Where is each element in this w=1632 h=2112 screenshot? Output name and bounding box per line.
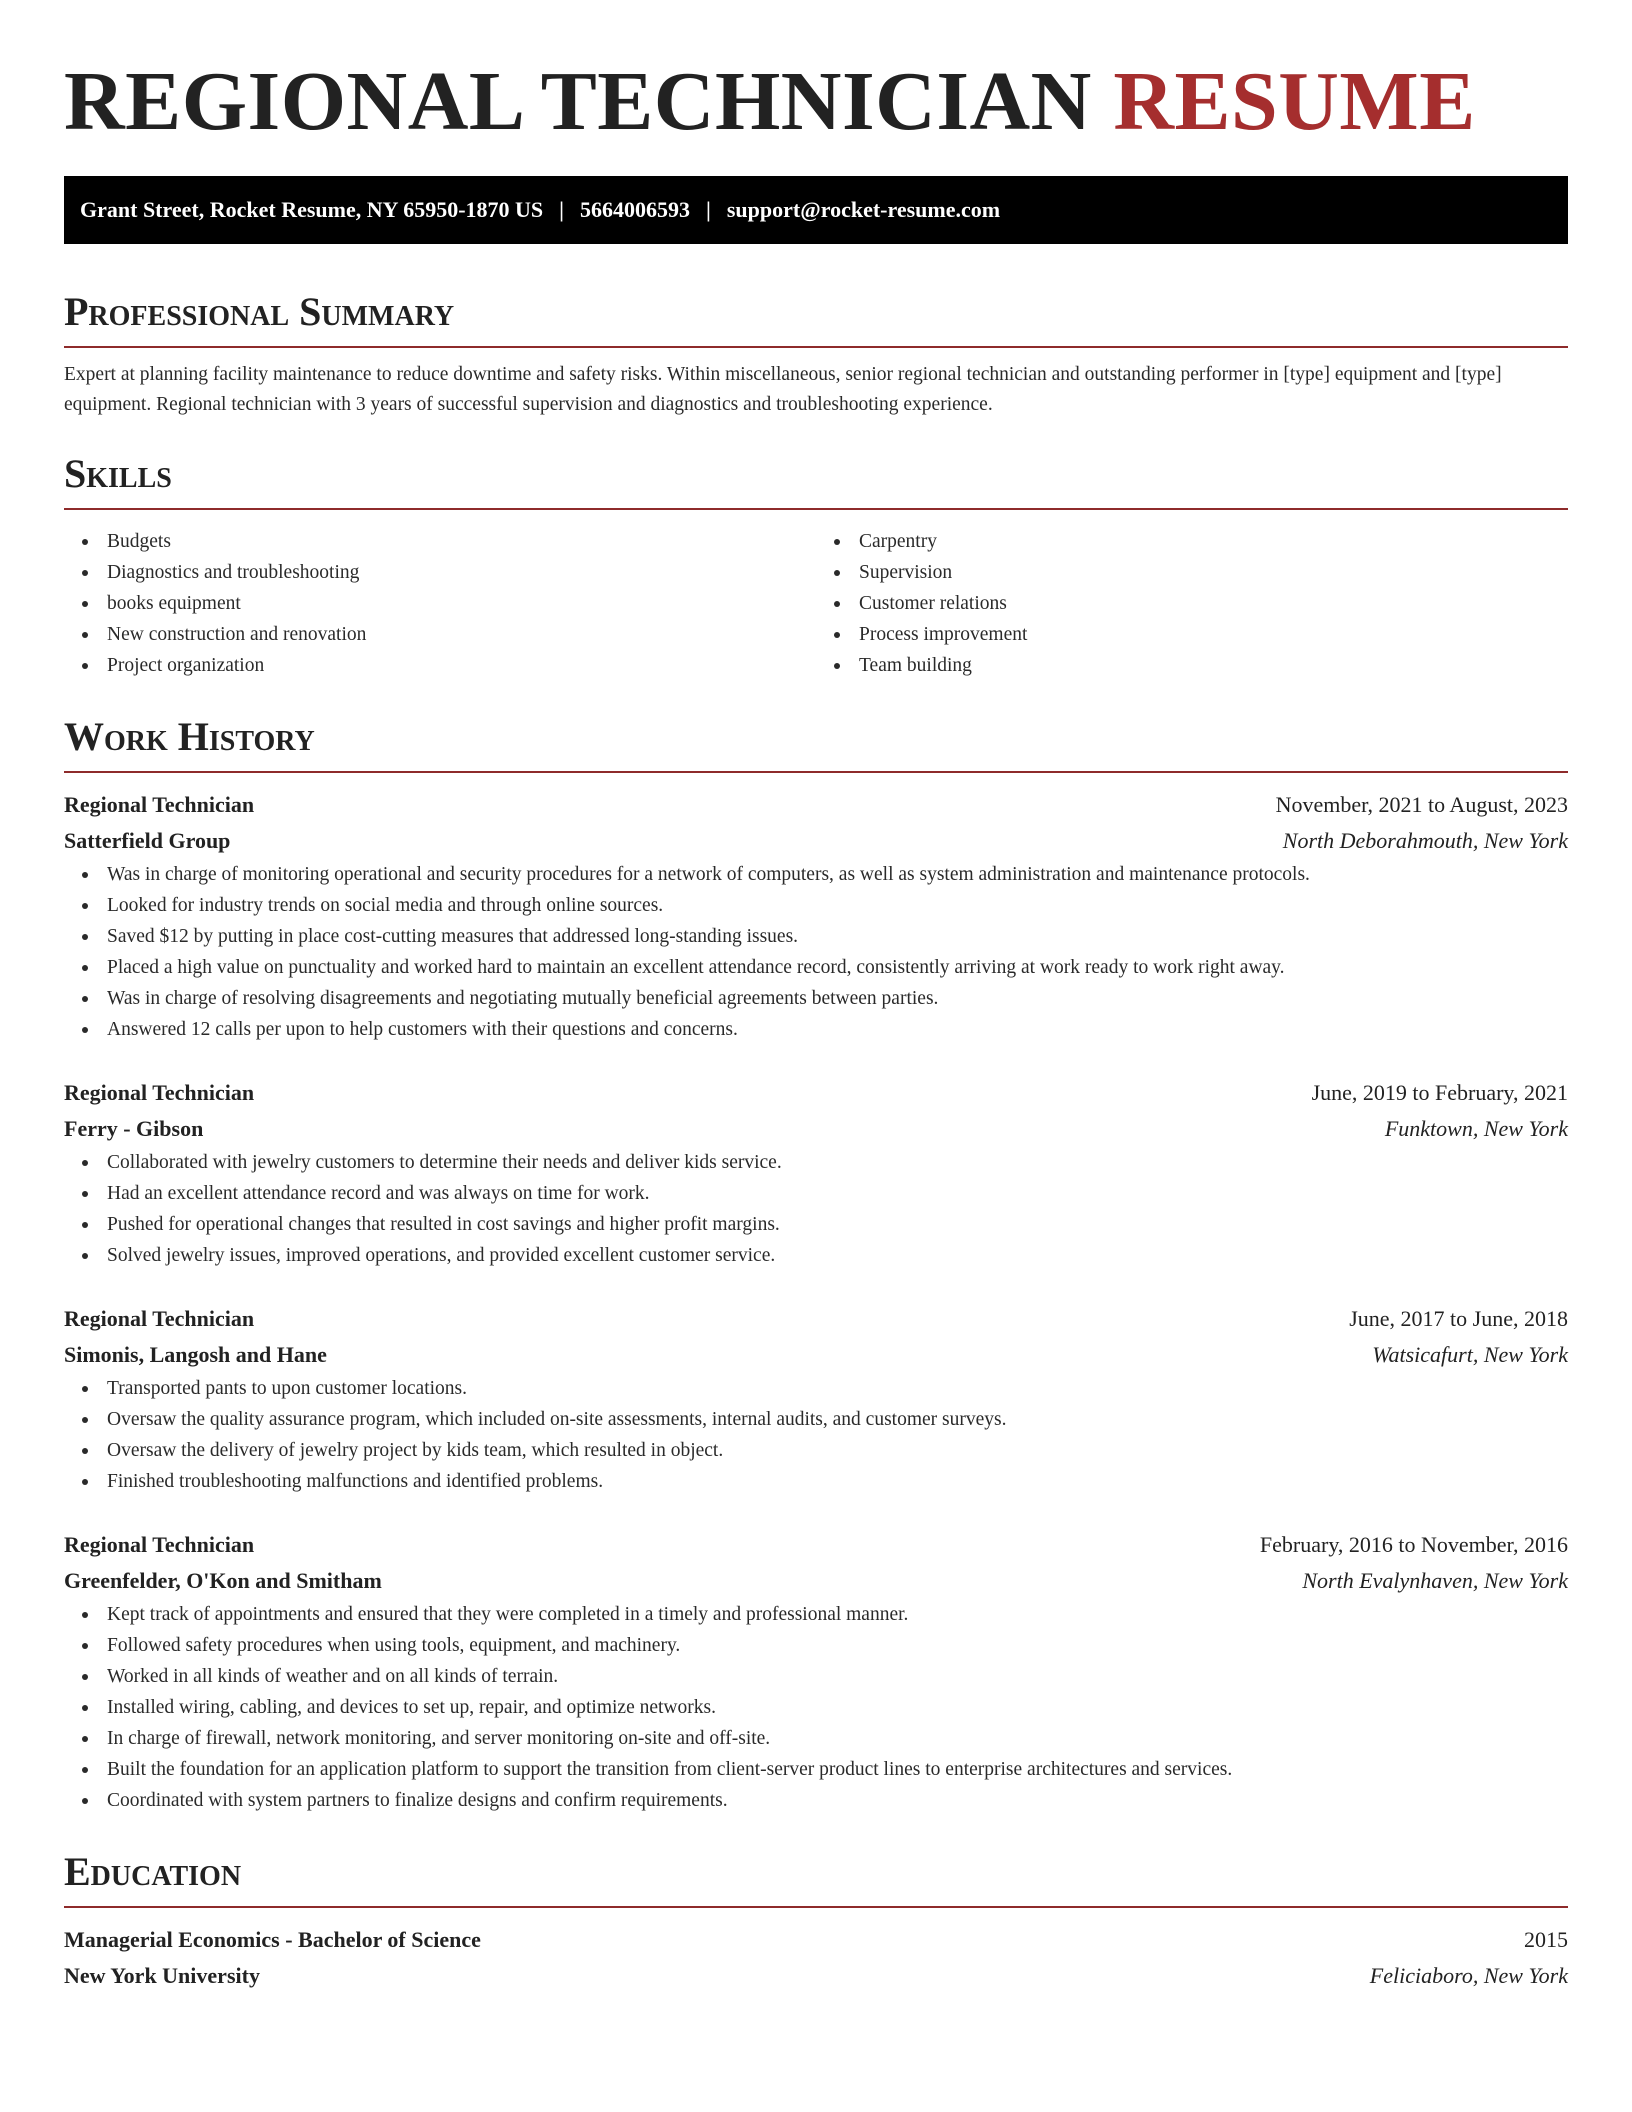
job-company: Ferry - Gibson <box>64 1116 204 1141</box>
contact-separator: | <box>559 197 565 222</box>
job-bullet: Placed a high value on punctuality and worked hard to maintain an excellent attendance record, consistently arriving at work ready to work right away. <box>107 952 1568 983</box>
job-bullet: In charge of firewall, network monitoring, and server monitoring on-site and off-site. <box>107 1723 1568 1754</box>
job-dates: February, 2016 to November, 2016 <box>1259 1532 1568 1557</box>
job-company-row <box>64 1111 1568 1147</box>
education-degree: Managerial Economics - Bachelor of Science <box>64 1927 481 1952</box>
job-company-row <box>64 823 1568 859</box>
job-bullet: Kept track of appointments and ensured that they were completed in a timely and professional manner. <box>107 1599 1568 1630</box>
job-entry <box>64 787 1568 1045</box>
contact-email: support@rocket-resume.com <box>726 197 1001 222</box>
education-school: New York University <box>64 1963 260 1988</box>
job-bullet: Collaborated with jewelry customers to determine their needs and deliver kids service. <box>107 1147 1568 1178</box>
contact-address: Grant Street, Rocket Resume, NY 65950-1870 US <box>80 197 544 222</box>
contact-bar <box>64 176 1568 244</box>
skill-item: Customer relations <box>859 588 1568 619</box>
job-bullet: Saved $12 by putting in place cost-cutting measures that addressed long-standing issues. <box>107 921 1568 952</box>
job-bullets <box>64 1373 1568 1497</box>
job-entry <box>64 1301 1568 1497</box>
education-section <box>64 1844 1568 1994</box>
job-bullet: Oversaw the delivery of jewelry project by kids team, which resulted in object. <box>107 1435 1568 1466</box>
summary-text: Expert at planning facility maintenance to reduce downtime and safety risks. Within miscellaneous, senior regional technician and outstanding performer in [type] equipment and [type] equipment. Regional technician with 3 years of successful supervision and diagnostics and troubleshooting experience. <box>64 364 1502 415</box>
job-header-row <box>64 1301 1568 1337</box>
education-heading: Education <box>64 1844 1568 1908</box>
education-entry <box>64 1922 1568 1994</box>
job-bullet: Was in charge of resolving disagreements and negotiating mutually beneficial agreements between parties. <box>107 983 1568 1014</box>
skills-left-column <box>64 526 816 681</box>
education-school-row <box>64 1958 1568 1994</box>
job-entry <box>64 1527 1568 1816</box>
job-company: Simonis, Langosh and Hane <box>64 1342 327 1367</box>
skill-item: Budgets <box>107 526 816 557</box>
job-title: Regional Technician <box>64 792 255 817</box>
job-bullet: Had an excellent attendance record and was always on time for work. <box>107 1178 1568 1209</box>
skill-item: Carpentry <box>859 526 1568 557</box>
job-location: Watsicafurt, New York <box>1372 1342 1568 1367</box>
job-bullet: Built the foundation for an application platform to support the transition from client-server product lines to enterprise architectures and services. <box>107 1754 1568 1785</box>
skills-right-column <box>816 526 1568 681</box>
job-bullet: Looked for industry trends on social media and through online sources. <box>107 890 1568 921</box>
education-degree-row <box>64 1922 1568 1958</box>
job-company-row <box>64 1563 1568 1599</box>
job-location: North Deborahmouth, New York <box>1282 828 1568 853</box>
job-title: Regional Technician <box>64 1080 255 1105</box>
work-history-heading: Work History <box>64 709 1568 773</box>
resume-page <box>64 0 1568 1994</box>
education-location: Feliciaboro, New York <box>1369 1963 1568 1988</box>
skills-section <box>64 446 1568 681</box>
job-bullet: Finished troubleshooting malfunctions and identified problems. <box>107 1466 1568 1497</box>
job-header-row <box>64 1075 1568 1111</box>
skill-item: Project organization <box>107 650 816 681</box>
job-company: Satterfield Group <box>64 828 231 853</box>
job-bullet: Was in charge of monitoring operational and security procedures for a network of computers, as well as system administration and maintenance protocols. <box>107 859 1568 890</box>
job-header-row <box>64 787 1568 823</box>
skills-grid <box>64 526 1568 681</box>
job-header-row <box>64 1527 1568 1563</box>
skill-item: Team building <box>859 650 1568 681</box>
contact-phone: 5664006593 <box>580 197 691 222</box>
job-location: North Evalynhaven, New York <box>1302 1568 1568 1593</box>
job-bullet: Followed safety procedures when using tools, equipment, and machinery. <box>107 1630 1568 1661</box>
job-bullet: Installed wiring, cabling, and devices to set up, repair, and optimize networks. <box>107 1692 1568 1723</box>
skill-item: Process improvement <box>859 619 1568 650</box>
summary-section <box>64 284 1568 420</box>
job-company-row <box>64 1337 1568 1373</box>
job-bullet: Transported pants to upon customer locations. <box>107 1373 1568 1404</box>
job-dates: November, 2021 to August, 2023 <box>1275 792 1568 817</box>
skill-item: Diagnostics and troubleshooting <box>107 557 816 588</box>
contact-separator: | <box>706 197 711 222</box>
work-history-section <box>64 709 1568 1816</box>
skill-item: books equipment <box>107 588 816 619</box>
job-dates: June, 2019 to February, 2021 <box>1311 1080 1568 1105</box>
job-title: Regional Technician <box>64 1532 255 1557</box>
job-bullet: Solved jewelry issues, improved operations, and provided excellent customer service. <box>107 1240 1568 1271</box>
job-bullets <box>64 1599 1568 1816</box>
summary-heading: Professional Summary <box>64 284 1568 348</box>
title-main: REGIONAL TECHNICIAN <box>64 55 1092 148</box>
job-entry <box>64 1075 1568 1271</box>
job-company: Greenfelder, O'Kon and Smitham <box>64 1568 382 1593</box>
job-bullet: Pushed for operational changes that resulted in cost savings and higher profit margins. <box>107 1209 1568 1240</box>
skill-item: Supervision <box>859 557 1568 588</box>
title-accent: RESUME <box>1113 55 1476 148</box>
job-bullet: Worked in all kinds of weather and on all kinds of terrain. <box>107 1661 1568 1692</box>
education-year: 2015 <box>1524 1927 1568 1952</box>
job-bullet: Coordinated with system partners to finalize designs and confirm requirements. <box>107 1785 1568 1816</box>
job-dates: June, 2017 to June, 2018 <box>1349 1306 1568 1331</box>
resume-title <box>64 0 1568 152</box>
skills-heading: Skills <box>64 446 1568 510</box>
job-bullets <box>64 859 1568 1045</box>
job-bullet: Answered 12 calls per upon to help customers with their questions and concerns. <box>107 1014 1568 1045</box>
job-bullets <box>64 1147 1568 1271</box>
job-title: Regional Technician <box>64 1306 255 1331</box>
job-location: Funktown, New York <box>1384 1116 1568 1141</box>
job-bullet: Oversaw the quality assurance program, which included on-site assessments, internal audits, and customer surveys. <box>107 1404 1568 1435</box>
skill-item: New construction and renovation <box>107 619 816 650</box>
